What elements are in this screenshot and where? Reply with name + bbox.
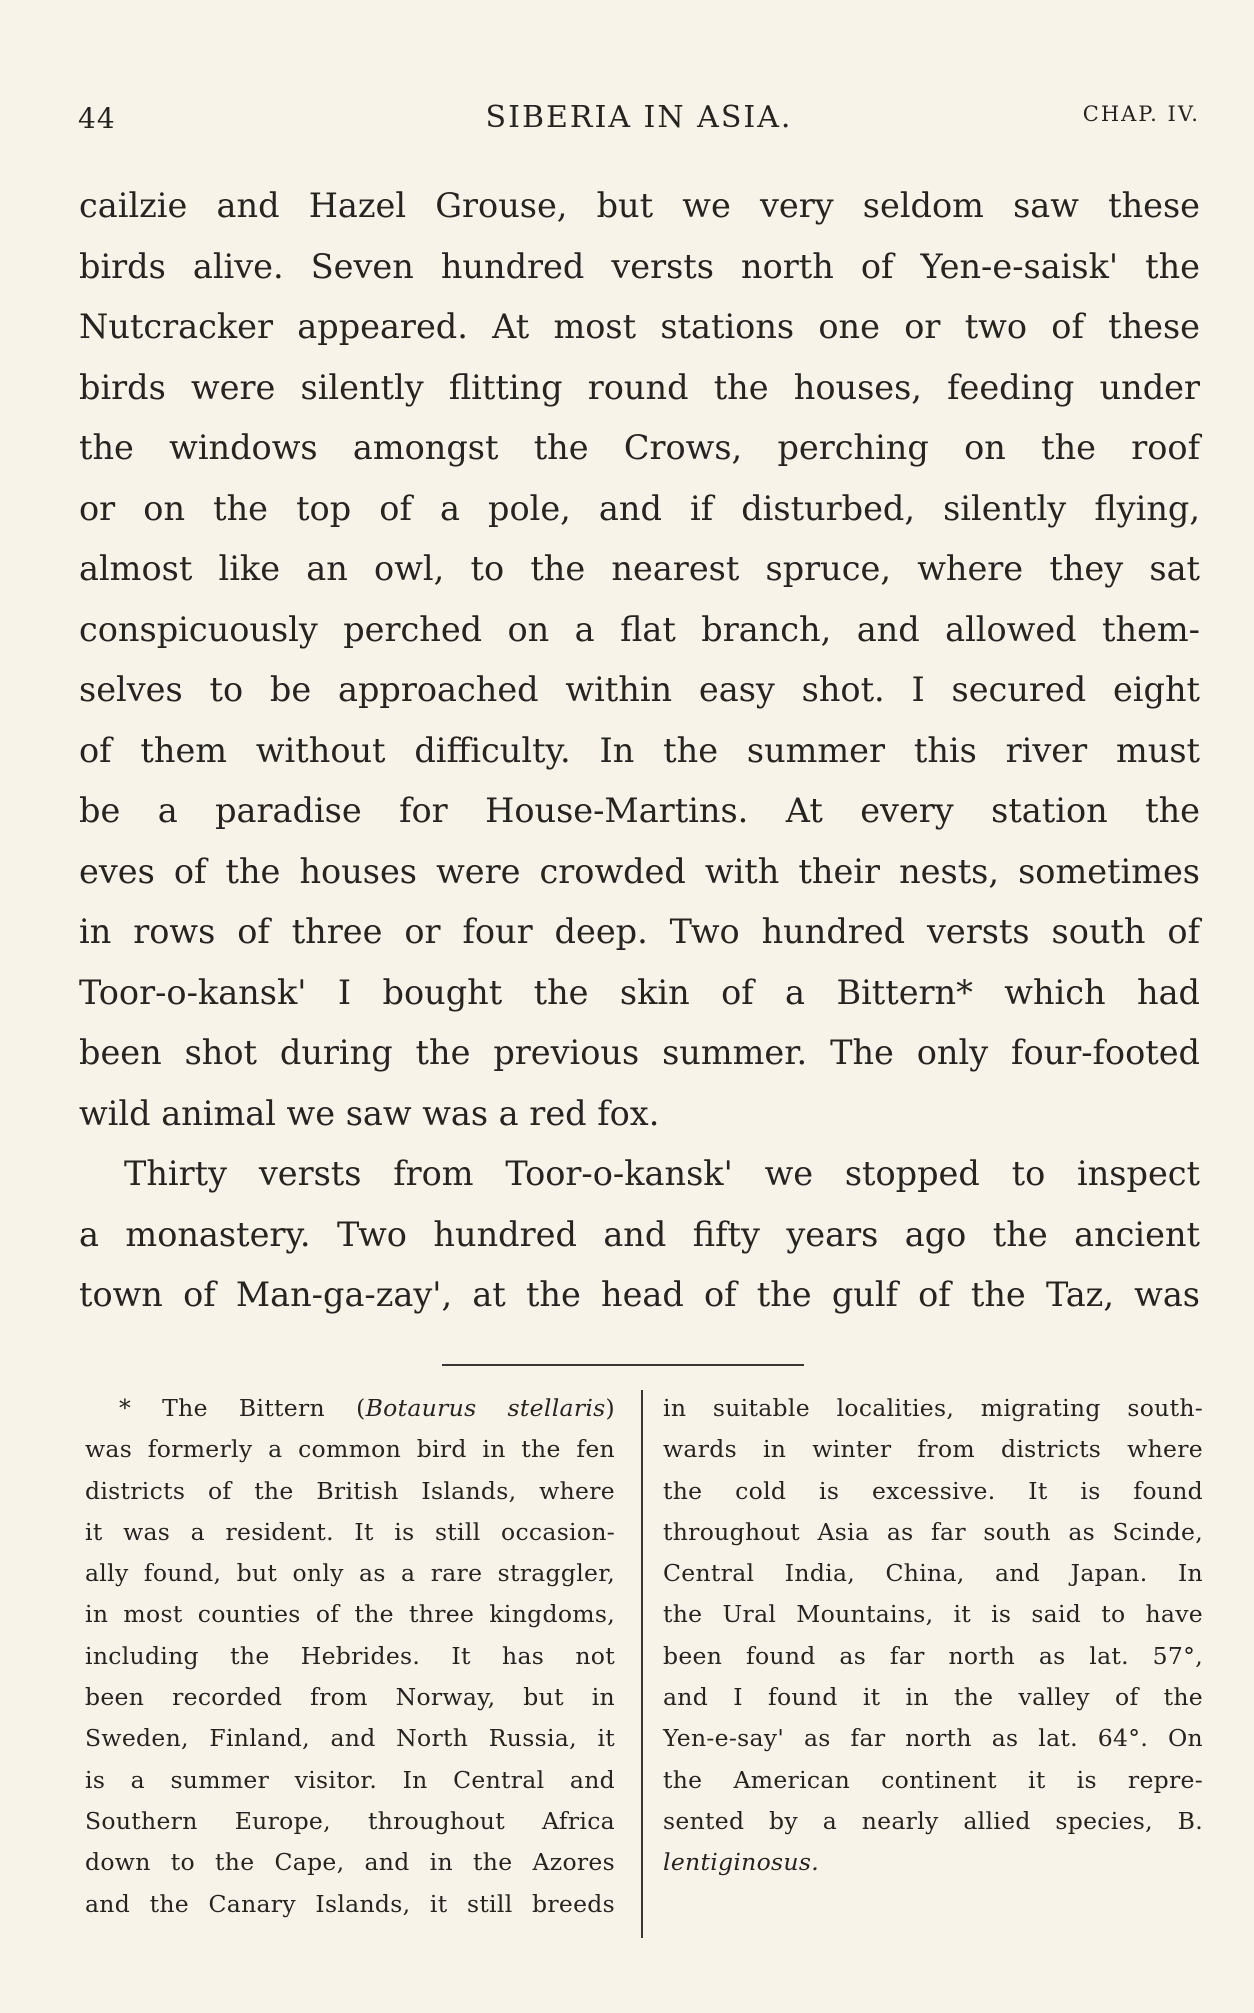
footnote-line: the cold is excessive. It is found (663, 1476, 1203, 1505)
species-name: lentiginosus. (663, 1848, 819, 1877)
text-line: a monastery. Two hundred and fifty years ago the ancient (79, 1214, 1200, 1254)
text-line: in rows of three or four deep. Two hundred versts south of (79, 912, 1200, 951)
footnote-line: in most counties of the three kingdoms, (85, 1600, 615, 1629)
text-line: Nutcracker appeared. At most stations one or two of these (79, 307, 1200, 346)
text-line: cailzie and Hazel Grouse, but we very seldom saw these (79, 186, 1200, 225)
text-line: almost like an owl, to the nearest spruce, where they sat (79, 549, 1200, 588)
text-line: the windows amongst the Crows, perching on the roof (79, 428, 1200, 467)
text-line: selves to be approached within easy shot. I secured eight (79, 670, 1200, 709)
text-line: wild animal we saw was a red fox. (79, 1093, 660, 1133)
footnote-line: the American continent it is repre- (663, 1765, 1203, 1794)
text-line: conspicuously perched on a flat branch, and allowed them- (79, 609, 1200, 649)
text-line: birds were silently flitting round the houses, feeding under (79, 367, 1200, 407)
chapter-label: CHAP. IV. (1082, 102, 1200, 126)
footnote-line: ally found, but only as a rare straggler, (85, 1559, 615, 1588)
footnote-line: wards in winter from districts where (663, 1435, 1203, 1464)
footnote-line: down to the Cape, and in the Azores (85, 1848, 615, 1877)
text-line: of them without difficulty. In the summer this river must (79, 730, 1200, 770)
paragraph-1 (79, 176, 1200, 1144)
footnote-line: Southern Europe, throughout Africa (85, 1806, 615, 1835)
page-number: 44 (78, 102, 116, 135)
main-text (79, 176, 1200, 1326)
text-line: Thirty versts from Toor-o-kansk' we stopped to inspect (124, 1154, 1200, 1193)
footnote-line: sented by a nearly allied species, B. (663, 1806, 1203, 1835)
footnote-line: Central India, China, and Japan. In (663, 1559, 1203, 1588)
footnote-line: and the Canary Islands, it still breeds (85, 1889, 615, 1918)
footnote-line: throughout Asia as far south as Scinde, (663, 1517, 1203, 1546)
text-line: eves of the houses were crowded with their nests, sometimes (79, 851, 1200, 891)
footnote-column-left (85, 1388, 615, 1925)
text-line: or on the top of a pole, and if disturbed, silently flying, (79, 488, 1200, 528)
footnote (85, 1388, 1203, 1938)
footnote-column-right (663, 1388, 1203, 1884)
footnote-line: been recorded from Norway, but in (85, 1683, 615, 1712)
text-line: town of Man-ga-zay', at the head of the gulf of the Taz, was (79, 1275, 1200, 1314)
footnote-line: it was a resident. It is still occasion- (85, 1517, 615, 1546)
footnote-line (663, 1842, 1203, 1883)
footnote-marker-text: * The Bittern ( (119, 1394, 366, 1422)
text-line: birds alive. Seven hundred versts north of Yen-e-saisk' the (79, 246, 1200, 286)
footnote-line: Sweden, Finland, and North Russia, it (85, 1724, 615, 1753)
footnote-line (85, 1388, 615, 1429)
footnote-separator (442, 1364, 804, 1366)
text-line: been shot during the previous summer. The only four-footed (79, 1033, 1200, 1072)
text-line: Toor-o-kansk' I bought the skin of a Bittern* which had (79, 972, 1200, 1012)
footnote-line: Yen-e-say' as far north as lat. 64°. On (663, 1724, 1203, 1753)
footnote-column-divider (641, 1390, 643, 1938)
footnote-punctuation: ) (605, 1394, 615, 1422)
footnote-line: including the Hebrides. It has not (85, 1641, 615, 1670)
species-name: Botaurus stellaris (365, 1394, 606, 1422)
footnote-line: is a summer visitor. In Central and (85, 1765, 615, 1794)
footnote-line: been found as far north as lat. 57°, (663, 1641, 1203, 1670)
running-title: SIBERIA IN ASIA. (485, 100, 793, 135)
footnote-line: was formerly a common bird in the fen (85, 1435, 615, 1464)
text-line: be a paradise for House-Martins. At every station the (79, 791, 1200, 830)
footnote-line: the Ural Mountains, it is said to have (663, 1600, 1203, 1629)
page-header (78, 96, 1200, 140)
footnote-line: and I found it in the valley of the (663, 1683, 1203, 1712)
footnote-line: districts of the British Islands, where (85, 1476, 615, 1505)
paragraph-2 (79, 1144, 1200, 1326)
footnote-line: in suitable localities, migrating south- (663, 1394, 1203, 1422)
